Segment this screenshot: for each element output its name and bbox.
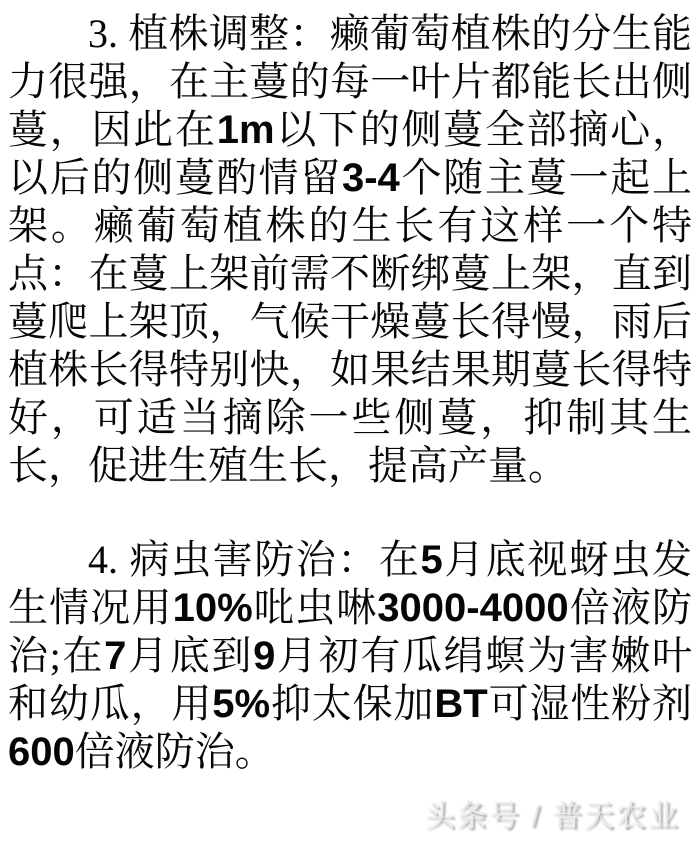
- text-segment-cjk: 以下的侧蔓全部摘心，以后的侧蔓酌情留: [8, 107, 693, 200]
- text-segment-latin: 9: [253, 634, 276, 678]
- text-segment-latin: 3-4: [341, 156, 400, 200]
- text-segment-cjk: 3. 植株调整：癞葡萄植株的分生能力很强，在主蔓的每一叶片都能长出侧蔓，因此在: [8, 11, 692, 152]
- text-segment-latin: 3000-4000: [377, 586, 569, 630]
- text-segment-latin: 5%: [212, 682, 271, 726]
- text-segment-latin: 1m: [216, 108, 275, 152]
- text-segment-cjk: 月初有瓜绢螟为害嫩叶和幼瓜，用: [8, 633, 693, 726]
- watermark: [425, 791, 680, 835]
- text-segment-latin: 7: [104, 634, 127, 678]
- text-segment-latin: 5: [420, 538, 443, 582]
- text-segment-cjk: 倍液防治。: [74, 729, 275, 774]
- text-segment-latin: 10%: [172, 586, 253, 630]
- text-segment-cjk: 倍液防治;在: [8, 585, 693, 678]
- text-segment-cjk: 4. 病虫害防治：在: [88, 537, 421, 582]
- text-segment-cjk: 月底视蚜虫发生情况用: [8, 537, 693, 630]
- text-segment-cjk: 可湿性粉剂: [487, 681, 693, 726]
- text-segment-cjk: 月底到: [126, 633, 254, 678]
- paragraph-pest-control: [8, 536, 692, 776]
- text-segment-cjk: 抑太保加: [270, 681, 435, 726]
- text-segment-cjk: 吡虫啉: [252, 585, 378, 630]
- text-segment-latin: 600: [8, 730, 75, 774]
- text-segment-latin: BT: [434, 682, 488, 726]
- paragraph-plant-adjustment: [8, 10, 692, 490]
- text-segment-cjk: 个随主蔓一起上架。癞葡萄植株的生长有这样一个特点：在蔓上架前需不断绑蔓上架，直到蔓爬上架顶，气候干燥蔓长得慢，雨后植株长得特别快，如果结果期蔓长得特好，可适当摘除一些侧蔓，抑制其生长，促进生殖生长，提高产量。: [8, 155, 693, 488]
- watermark-text: 头条号 / 普天农业: [424, 800, 680, 833]
